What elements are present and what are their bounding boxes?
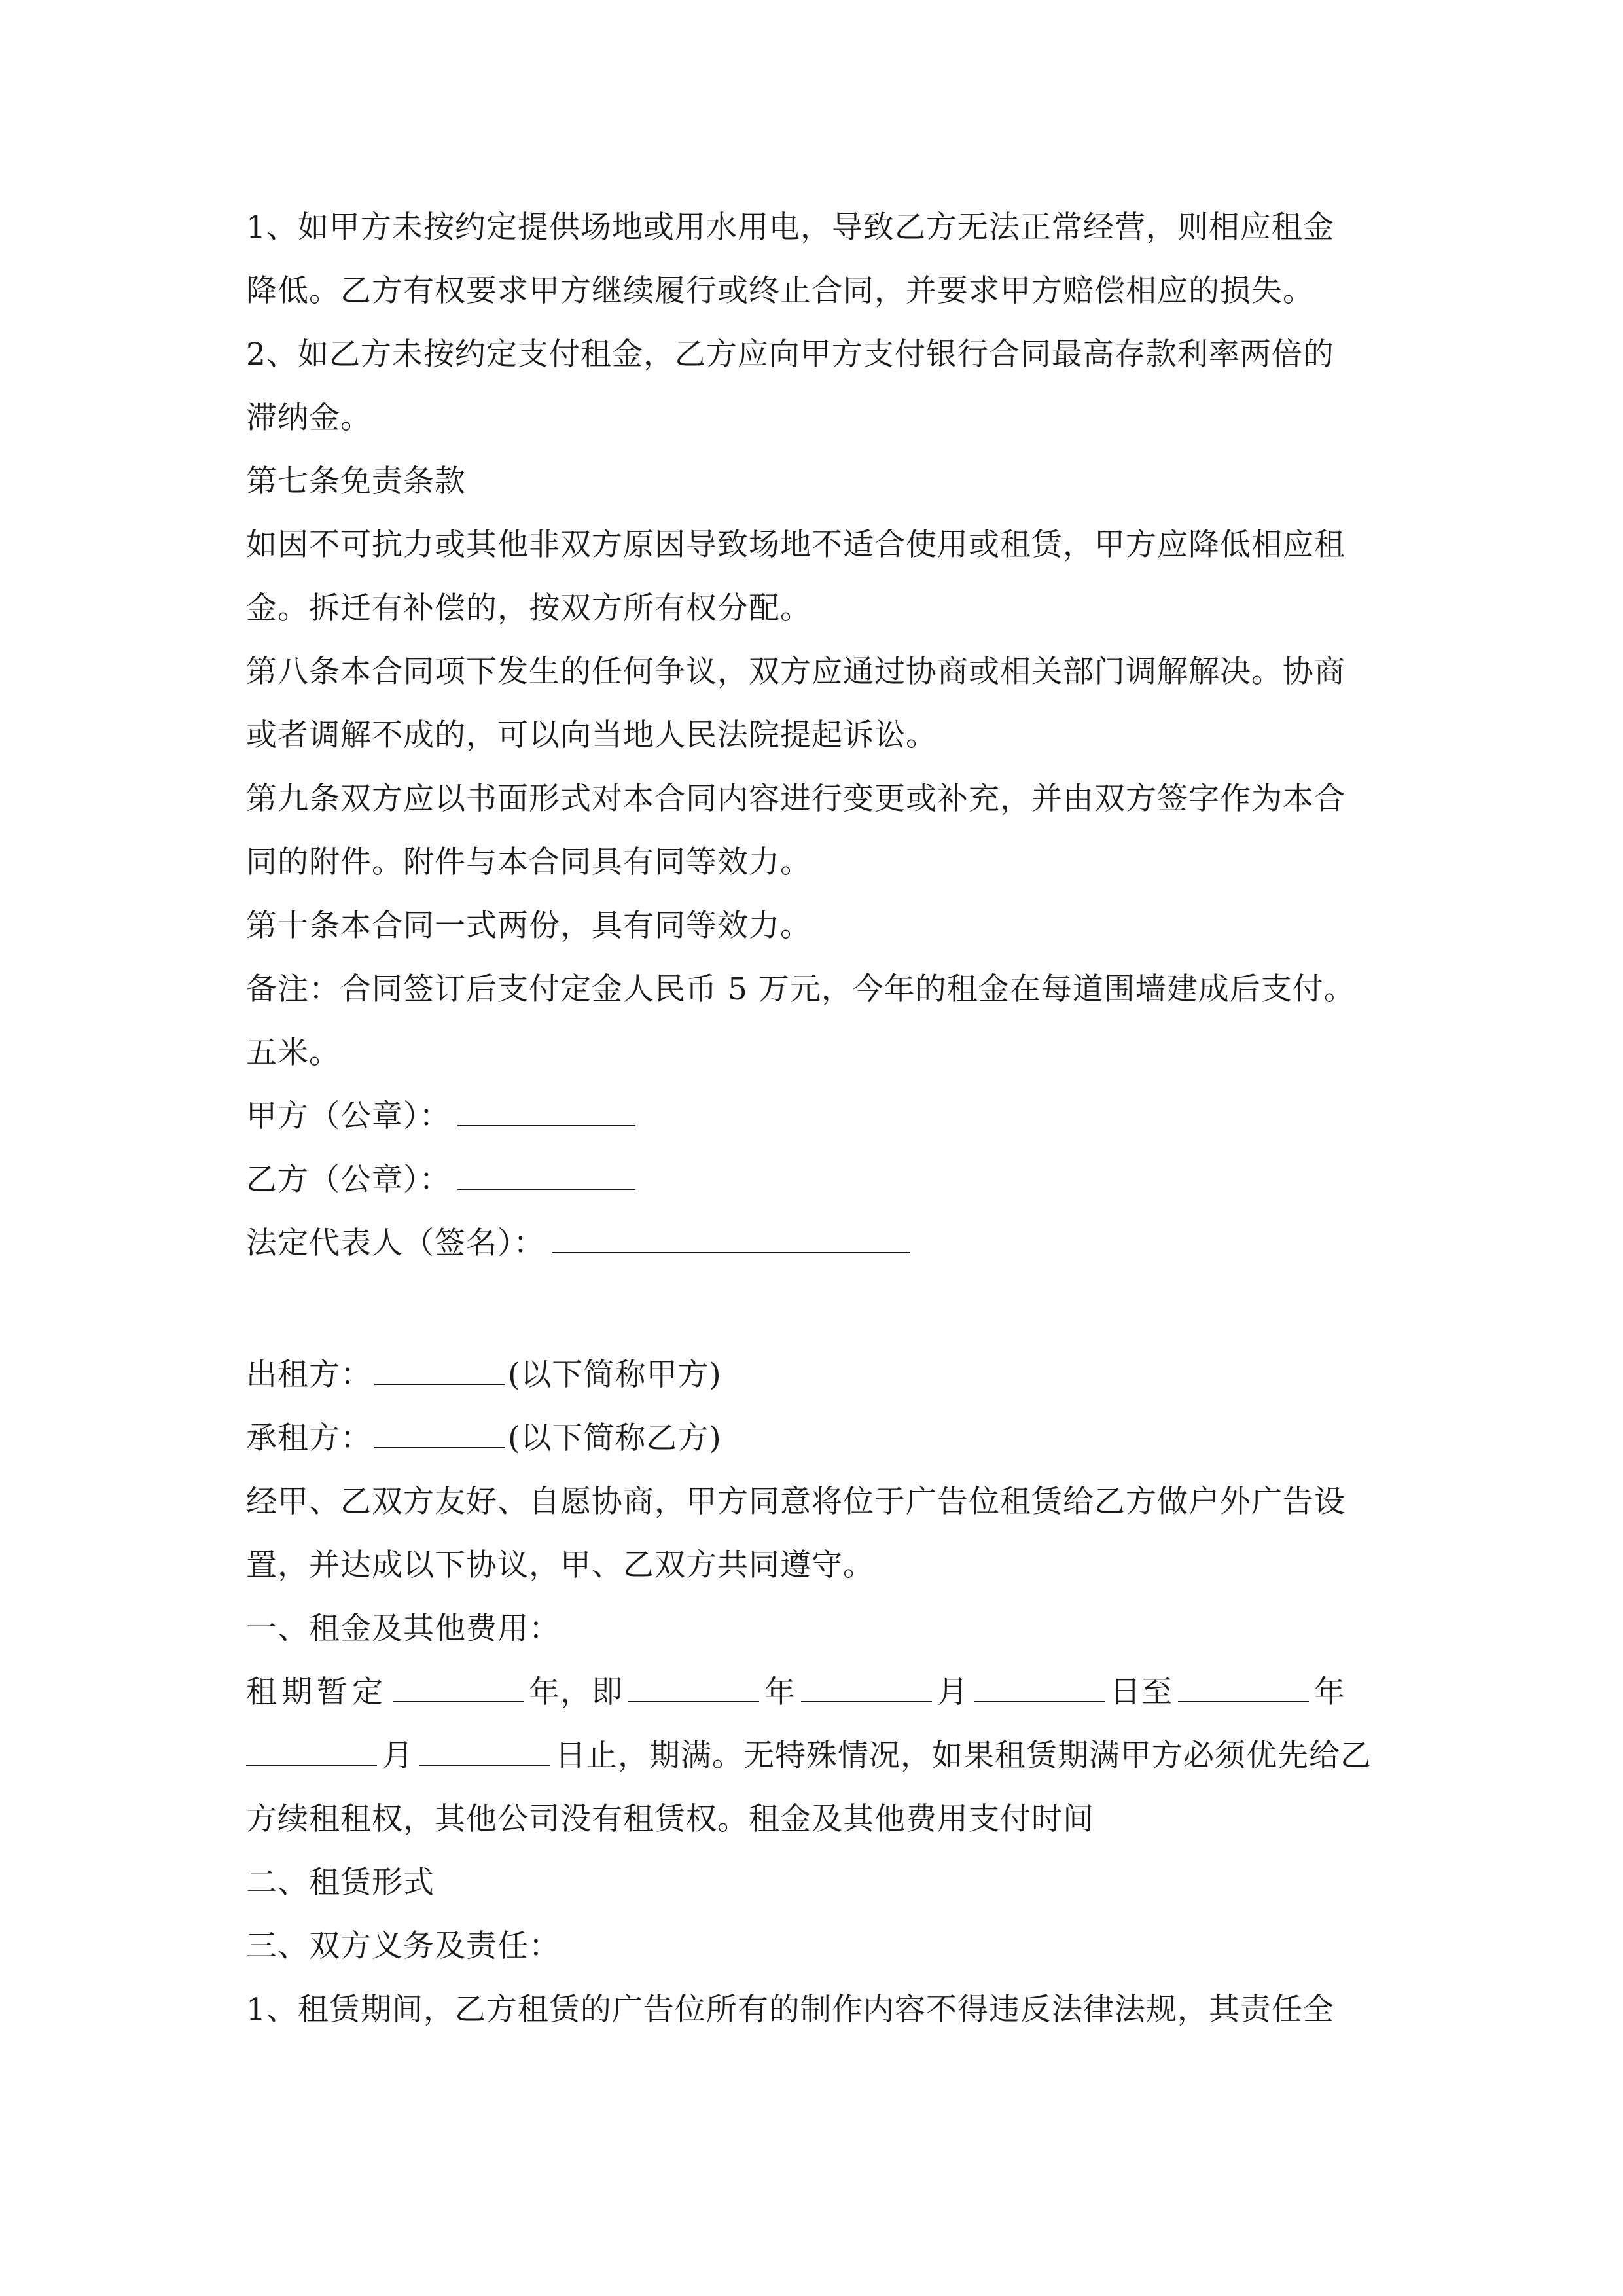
article-8-line-2: 或者调解不成的，可以向当地人民法院提起诉讼。 — [246, 717, 937, 753]
party-b-seal-row — [246, 1160, 1385, 1200]
party-a-seal-label: 甲方（公章）： — [246, 1098, 451, 1134]
duty-1-line-1: 1、租赁期间，乙方租赁的广告位所有的制作内容不得违反法律法规，其责任全 — [246, 1992, 1334, 2028]
section-2-title: 二、租赁形式 — [246, 1865, 435, 1901]
clause-2-line-1: 2、如乙方未按约定支付租金，乙方应向甲方支付银行合同最高存款利率两倍的 — [246, 336, 1334, 372]
party-a-seal-row — [246, 1097, 1385, 1136]
party-b-seal-field[interactable] — [457, 1162, 635, 1190]
section-1-title: 一、租金及其他费用： — [246, 1611, 560, 1647]
note-line-2: 五米。 — [246, 1035, 340, 1071]
lessee-row — [246, 1419, 1385, 1458]
intro-line-1: 经甲、乙双方友好、自愿协商，甲方同意将位于广告位租赁给乙方做户外广告设 — [246, 1484, 1346, 1520]
start-day-field[interactable] — [974, 1675, 1105, 1702]
article-7-line-1: 如因不可抗力或其他非双方原因导致场地不适合使用或租赁，甲方应降低相应租 — [246, 527, 1346, 563]
clause-1-line-2: 降低。乙方有权要求甲方继续履行或终止合同，并要求甲方赔偿相应的损失。 — [246, 273, 1314, 309]
unit-year: 年 — [1314, 1674, 1346, 1710]
intro-line-2: 置，并达成以下协议，甲、乙双方共同遵守。 — [246, 1547, 874, 1583]
lessee-name-field[interactable] — [374, 1421, 505, 1448]
article-7-line-2: 金。拆迁有补偿的，按双方所有权分配。 — [246, 590, 812, 626]
section-3-title: 三、双方义务及责任： — [246, 1928, 560, 1964]
term-years-field[interactable] — [393, 1675, 524, 1702]
legal-rep-signature-field[interactable] — [552, 1226, 910, 1253]
term-comma-ji: ，即 — [560, 1674, 623, 1710]
term-line-2-end: 日止，期满。无特殊情况，如果租赁期满甲方必须优先给乙 — [555, 1738, 1372, 1774]
start-year-field[interactable] — [628, 1675, 759, 1702]
party-a-seal-field[interactable] — [457, 1099, 635, 1126]
legal-rep-label: 法定代表人（签名）： — [246, 1225, 545, 1261]
article-8-line-1: 第八条本合同项下发生的任何争议，双方应通过协商或相关部门调解解决。协商 — [246, 654, 1346, 690]
clause-1-line-1: 1、如甲方未按约定提供场地或用水用电，导致乙方无法正常经营，则相应租金 — [246, 209, 1334, 245]
lessor-name-field[interactable] — [374, 1357, 505, 1385]
unit-year: 年 — [529, 1674, 560, 1710]
term-line-3: 方续租租权，其他公司没有租赁权。租金及其他费用支付时间 — [246, 1801, 1094, 1837]
lessor-row — [246, 1355, 1385, 1395]
lease-term-row-2 — [246, 1736, 1385, 1776]
lessor-label: 出租方： — [246, 1357, 372, 1393]
end-month-field[interactable] — [246, 1738, 377, 1766]
party-b-seal-label: 乙方（公章）： — [246, 1162, 451, 1198]
lessor-suffix: (以下简称甲方) — [508, 1357, 722, 1393]
article-9-line-1: 第九条双方应以书面形式对本合同内容进行变更或补充，并由双方签字作为本合 — [246, 781, 1346, 817]
article-7-title: 第七条免责条款 — [246, 463, 466, 499]
term-prefix: 租期暂定 — [246, 1674, 387, 1710]
article-10: 第十条本合同一式两份，具有同等效力。 — [246, 908, 812, 944]
start-month-field[interactable] — [801, 1675, 932, 1702]
unit-month: 月 — [382, 1738, 414, 1774]
note-line-1: 备注：合同签订后支付定金人民币 5 万元，今年的租金在每道围墙建成后支付。 — [246, 971, 1355, 1007]
clause-2-line-2: 滞纳金。 — [246, 400, 372, 436]
article-9-line-2: 同的附件。附件与本合同具有同等效力。 — [246, 844, 812, 880]
end-year-field[interactable] — [1178, 1675, 1309, 1702]
end-day-field[interactable] — [419, 1738, 550, 1766]
unit-year: 年 — [764, 1674, 796, 1710]
lessee-label: 承租方： — [246, 1420, 372, 1456]
unit-month: 月 — [937, 1674, 969, 1710]
legal-rep-row — [246, 1224, 1385, 1263]
lease-term-row — [246, 1673, 1385, 1712]
lessee-suffix: (以下简称乙方) — [508, 1420, 722, 1456]
unit-day-to: 日至 — [1110, 1674, 1173, 1710]
